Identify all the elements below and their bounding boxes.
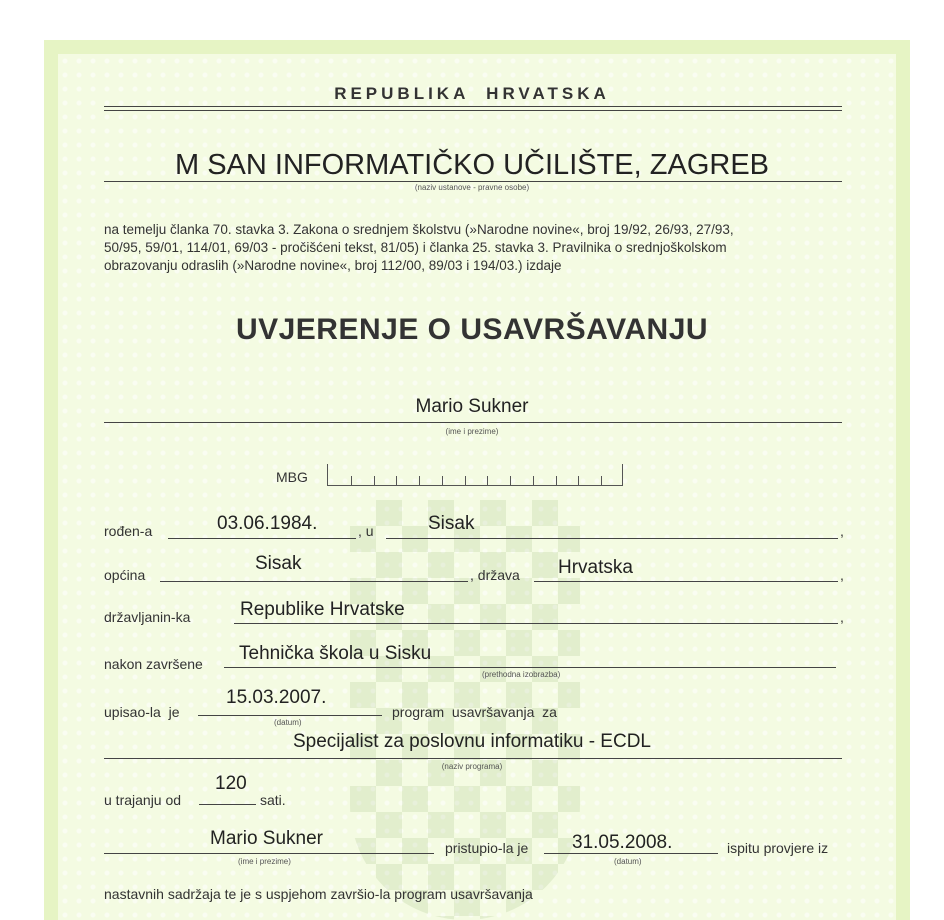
footer-line: nastavnih sadržaja te je s uspjehom završio-la program usavršavanja xyxy=(104,886,533,902)
mbg-cell-divider xyxy=(510,476,511,485)
exam-after-text: ispitu provjere iz xyxy=(727,840,829,856)
institution-line xyxy=(104,181,842,182)
country-value: Hrvatska xyxy=(558,557,633,578)
exam-name-caption: (ime i prezime) xyxy=(238,857,291,866)
prior-education-caption: (prethodna izobrazba) xyxy=(482,670,561,679)
exam-label: pristupio-la je xyxy=(445,840,529,856)
institution-caption: (naziv ustanove - pravne osobe) xyxy=(414,183,530,192)
duration-line xyxy=(199,804,256,805)
legal-line: na temelju članka 70. stavka 3. Zakona o srednjem školstvu (»Narodne novine«, broj 19/92, 26/93, 27/93, xyxy=(104,222,734,237)
citizenship-label: državljanin-ka xyxy=(104,609,191,625)
institution-name: M SAN INFORMATIČKO UČILIŠTE, ZAGREB xyxy=(174,149,770,181)
enrollment-date: 15.03.2007. xyxy=(226,687,327,708)
legal-line: 50/95, 59/01, 114/01, 69/03 - pročišćeni tekst, 81/05) i članka 25. stavka 3. Pravilnika o srednjoškolskom xyxy=(104,240,727,255)
country-label: , država xyxy=(470,567,520,583)
mbg-cell-divider xyxy=(351,476,352,485)
duration-label: u trajanju od xyxy=(104,792,182,808)
comma: , xyxy=(840,609,844,625)
mbg-boxes xyxy=(327,464,623,486)
name-caption: (ime i prezime) xyxy=(445,427,499,436)
program-line xyxy=(104,758,842,759)
birth-in-label: , u xyxy=(358,523,374,539)
citizenship-value: Republike Hrvatske xyxy=(240,599,405,620)
mbg-cell-divider xyxy=(419,476,420,485)
enrollment-date-line xyxy=(198,715,382,716)
enrollment-label: upisao-la je xyxy=(104,704,180,720)
legal-text xyxy=(104,221,864,275)
birth-label: rođen-a xyxy=(104,523,153,539)
exam-person-name: Mario Sukner xyxy=(210,828,323,849)
prior-education-value: Tehnička škola u Sisku xyxy=(239,643,432,664)
prior-education-line xyxy=(224,667,836,668)
mbg-cell-divider xyxy=(601,476,602,485)
divider xyxy=(104,106,842,107)
birth-place: Sisak xyxy=(428,513,475,534)
divider xyxy=(104,110,842,111)
municipality-value: Sisak xyxy=(255,553,302,574)
mbg-cell-divider xyxy=(396,476,397,485)
certificate-title: UVJERENJE O USAVRŠAVANJU xyxy=(235,313,709,346)
birth-place-line xyxy=(386,538,838,539)
mbg-cell-divider xyxy=(374,476,375,485)
mbg-cell-divider xyxy=(465,476,466,485)
duration-unit: sati. xyxy=(260,792,286,808)
comma: , xyxy=(840,523,844,539)
mbg-label: MBG xyxy=(276,469,308,485)
exam-date: 31.05.2008. xyxy=(572,832,673,853)
legal-line: obrazovanju odraslih (»Narodne novine«, broj 112/00, 89/03 i 194/03.) izdaje xyxy=(104,258,562,273)
mbg-cell-divider xyxy=(442,476,443,485)
municipality-label: općina xyxy=(104,567,146,583)
program-name: Specijalist za poslovnu informatiku - ECDL xyxy=(293,731,651,752)
name-line xyxy=(104,422,842,423)
citizenship-line xyxy=(234,623,838,624)
birth-date: 03.06.1984. xyxy=(217,513,318,534)
person-name: Mario Sukner xyxy=(415,396,529,417)
birth-date-line xyxy=(168,538,356,539)
program-caption: (naziv programa) xyxy=(441,762,503,771)
duration-hours: 120 xyxy=(215,773,247,794)
mbg-cell-divider xyxy=(556,476,557,485)
republic-heading: REPUBLIKA HRVATSKA xyxy=(334,84,610,103)
prior-education-label: nakon završene xyxy=(104,656,203,672)
program-label: program usavršavanja za xyxy=(392,704,557,720)
mbg-cell-divider xyxy=(533,476,534,485)
enrollment-date-caption: (datum) xyxy=(274,718,302,727)
exam-date-caption: (datum) xyxy=(614,857,642,866)
comma: , xyxy=(840,567,844,583)
mbg-cell-divider xyxy=(578,476,579,485)
country-line xyxy=(534,581,838,582)
municipality-line xyxy=(160,581,468,582)
exam-name-line xyxy=(104,853,434,854)
mbg-cell-divider xyxy=(487,476,488,485)
